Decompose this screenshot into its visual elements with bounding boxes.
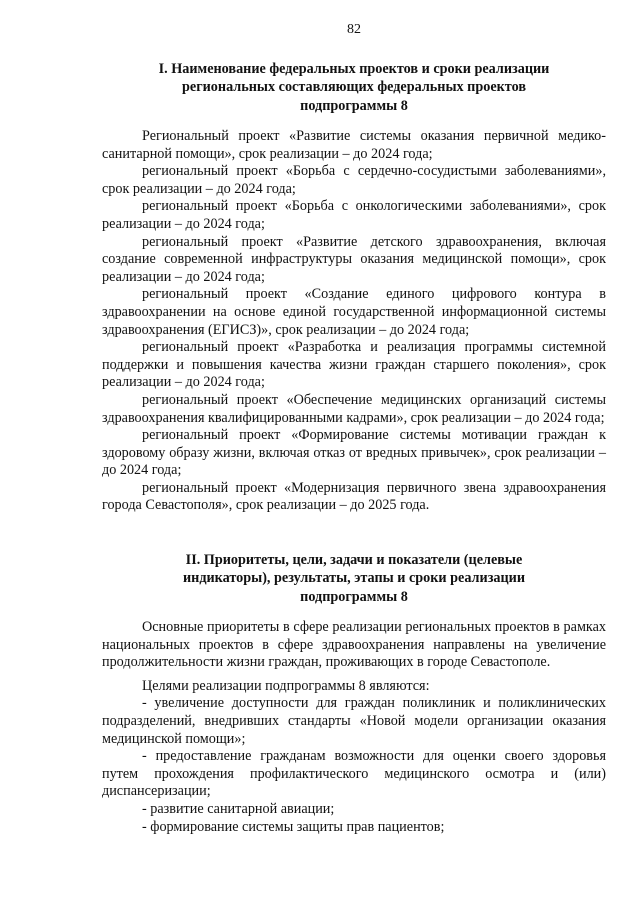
- heading-line: подпрограммы 8: [300, 97, 408, 114]
- list-item: - развитие санитарной авиации;: [142, 800, 335, 817]
- paragraph: региональный проект «Формирование системы мотивации граждан к здоровому образу жизни, включая отказ от вредных привычек», срок реализации – до 2024 года;: [102, 427, 606, 479]
- heading-line: подпрограммы 8: [300, 588, 408, 605]
- paragraph: региональный проект «Обеспечение медицинских организаций системы здравоохранения квалифицированными кадрами», срок реализации – до 2024 года;: [102, 391, 606, 426]
- paragraph: региональный проект «Борьба с сердечно-сосудистыми заболеваниями», срок реализации – до 2024 года;: [102, 163, 606, 197]
- heading-line: региональных составляющих федеральных проектов: [182, 79, 526, 96]
- paragraph: Целями реализации подпрограммы 8 являются:: [142, 677, 430, 694]
- paragraph: региональный проект «Модернизация первичного звена здравоохранения города Севастополя», срок реализации – до 2025 года.: [102, 479, 606, 514]
- section-2-heading: [102, 551, 606, 606]
- paragraph: региональный проект «Развитие детского здравоохранения, включая создание современной инфраструктуры оказания медицинской помощи», срок реализации – до 2024 года;: [102, 233, 606, 285]
- list-item: - увеличение доступности для граждан поликлиник и поликлинических подразделений, внедривших стандарты «Новой модели организации оказания медицинской помощи»;: [102, 695, 606, 747]
- section-1-heading: [102, 60, 606, 115]
- section-1-body: [102, 128, 606, 515]
- paragraph: региональный проект «Борьба с онкологическими заболеваниями», срок реализации – до 2024 года;: [102, 198, 606, 232]
- paragraph: Основные приоритеты в сфере реализации региональных проектов в рамках национальных проектов в сфере здравоохранения направлены на увеличение продолжительности жизни граждан, проживающих в городе Севастополе.: [102, 619, 606, 671]
- heading-line: II. Приоритеты, цели, задачи и показатели (целевые: [185, 552, 523, 568]
- paragraph: региональный проект «Разработка и реализация программы системной поддержки и повышения качества жизни граждан старшего поколения», срок реализации – до 2024 года;: [102, 339, 606, 391]
- heading-line: I. Наименование федеральных проектов и сроки реализации: [158, 61, 550, 77]
- section-2-body: [102, 619, 606, 836]
- heading-line: индикаторы), результаты, этапы и сроки реализации: [182, 570, 526, 587]
- list-item: - предоставление гражданам возможности для оценки своего здоровья путем прохождения профилактического медицинского осмотра и (или) диспансеризации;: [102, 748, 606, 800]
- list-item: - формирование системы защиты прав пациентов;: [142, 818, 445, 835]
- page-number: 82: [347, 22, 361, 37]
- paragraph: Региональный проект «Развитие системы оказания первичной медико-санитарной помощи», срок реализации – до 2024 года;: [102, 128, 606, 162]
- paragraph: региональный проект «Создание единого цифрового контура в здравоохранении на основе единой государственной информационной системы здравоохранения (ЕГИСЗ)», срок реализации – до 2024 года;: [102, 286, 606, 338]
